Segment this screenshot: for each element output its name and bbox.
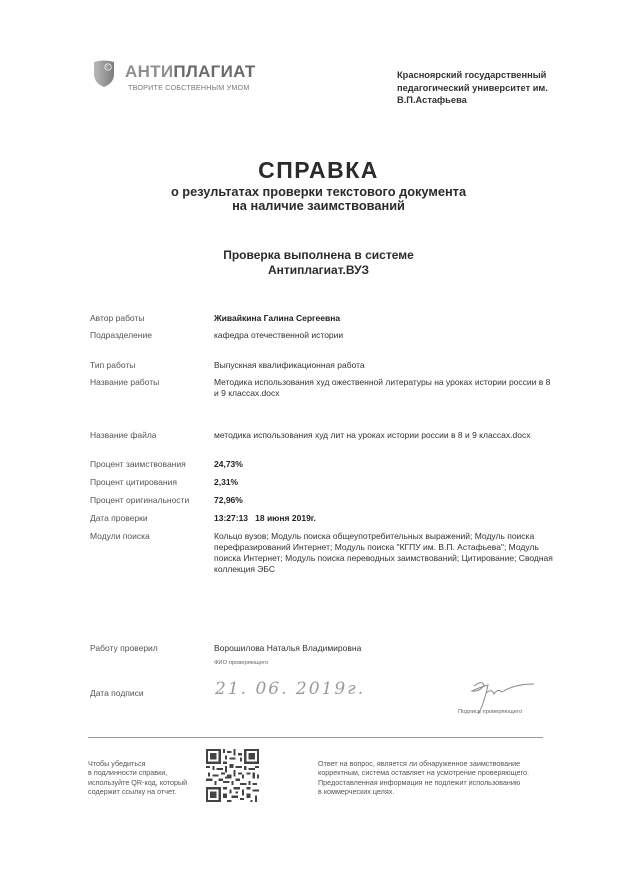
handwritten-sign-date: 21. 06. 2019г. [215,679,366,699]
disclaimer [318,759,529,796]
university-line: В.П.Астафьева [397,95,467,105]
check-date: 18 июня 2019г. [255,513,316,523]
university-line: педагогический университет им. [397,82,548,93]
disclaimer-line: Предоставленная информация не подлежит использованию [318,777,521,787]
disclaimer-line: Ответ на вопрос, является ли обнаруженное заимствование [318,759,521,768]
modules-label: Модули поиска [90,531,150,541]
modules-value: Кольцо вузов; Модуль поиска общеупотребительных выражений; Модуль поиска перефразирований Интернет; Модуль поиска "КГПУ им. В.П. Астафьева"; Модуль поиска Интернет; Модуль поиска переводных заимствований; Цитирование; Сводная коллекция ЭБС [214,531,553,574]
originality-label: Процент оригинальности [90,495,190,505]
citation-value: 2,31% [214,477,239,487]
svg-text:C: C [106,65,110,71]
checked-by-value: Ворошилова Наталья Владимировна [214,643,362,653]
qr-hint-line: содержит ссылку на отчет. [88,786,177,796]
checked-by-caption: ФИО проверяющего [214,660,269,666]
subtitle-line: на наличие заимствований [232,198,405,213]
check-date-label: Дата проверки [90,513,148,523]
file-name-value: методика использования худ лит на уроках истории россии в 8 и 9 классах.docx [214,430,531,440]
work-title-value: Методика использования худ ожественной литературы на уроках истории россии в 8 и 9 классах.docx [214,377,551,398]
system-info [0,248,637,278]
citation-label: Процент цитирования [90,477,177,487]
borrowing-value: 24,73% [214,459,243,469]
author-label: Автор работы [90,313,145,323]
university-name [397,69,567,107]
checked-by-label: Работу проверил [90,643,158,653]
qr-hint-line: в подлинности справки, [88,768,168,778]
subtitle-line: о результатах проверки текстового документа [170,184,467,199]
originality-value: 72,96% [214,495,243,505]
work-type-value: Выпускная квалификационная работа [214,360,365,370]
antiplagiat-shield-icon [93,60,115,88]
logo-title-light: АНТИ [125,62,174,81]
footer-divider [88,737,543,738]
disclaimer-line: в коммерческих целях. [318,786,395,796]
system-name: Антиплагиат.ВУЗ [267,263,370,277]
qr-code-icon[interactable] [206,749,259,802]
logo-tagline: ТВОРИТЕ СОБСТВЕННЫМ УМОМ [128,83,250,92]
file-name-label: Название файла [90,430,157,440]
qr-hint-line: Чтобы убедиться [88,759,146,768]
check-time: 13:27:13 [214,513,249,523]
work-type-label: Тип работы [90,360,136,370]
work-title-label: Название работы [90,377,160,387]
borrowing-label: Процент заимствования [90,459,186,469]
department-label: Подразделение [90,330,152,340]
disclaimer-line: корректным, система оставляет на усмотрение проверяющего. [318,768,529,778]
check-date-value [214,513,559,524]
department-value: кафедра отечественной истории [214,330,344,340]
sign-date-label: Дата подписи [90,688,144,698]
author-value: Живайкина Галина Сергеевна [214,313,341,323]
system-line: Проверка выполнена в системе [223,248,414,262]
logo-title [125,63,256,80]
document-title: СПРАВКА [258,157,379,183]
logo-title-bold: ПЛАГИАТ [173,62,256,81]
signature-caption: Подпись проверяющего [458,709,523,715]
document-subtitle [0,185,637,213]
qr-hint [88,759,187,796]
university-line: Красноярский государственный [397,70,547,80]
qr-hint-line: используйте QR-код, который [88,777,188,787]
